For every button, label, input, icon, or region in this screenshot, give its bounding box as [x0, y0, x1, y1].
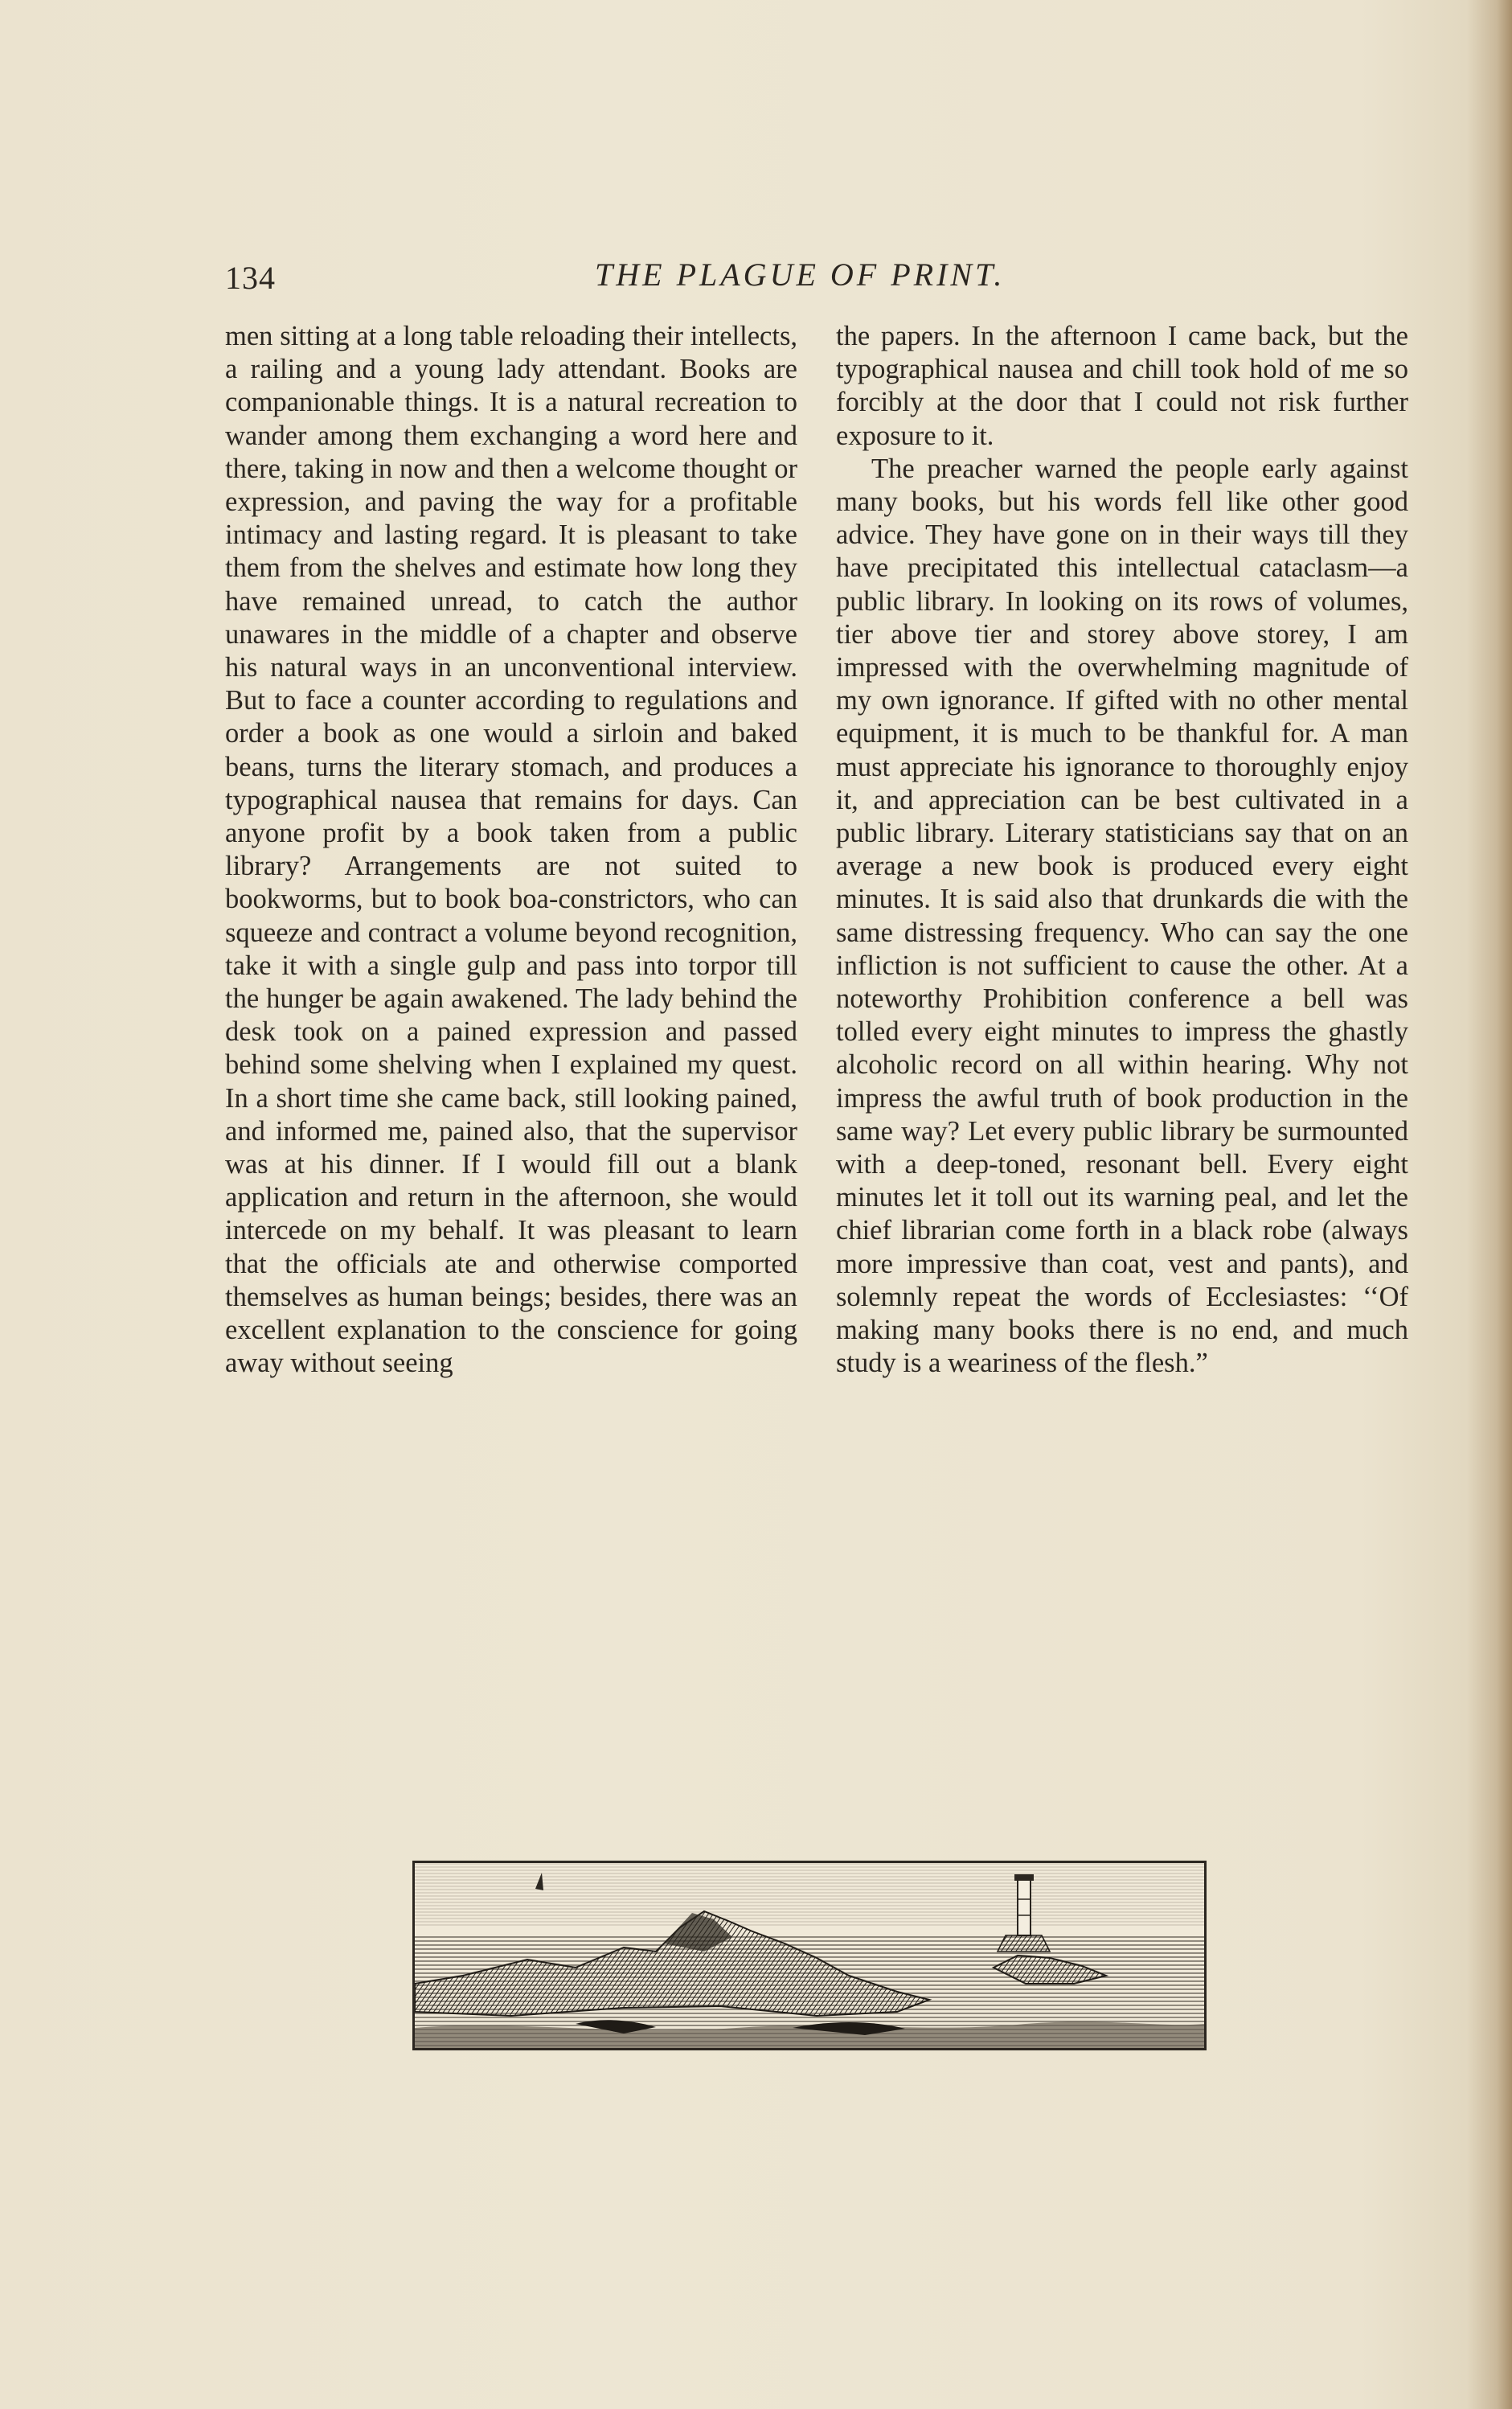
- seascape-engraving: [415, 1863, 1204, 2048]
- right-text-column: [836, 320, 1408, 1381]
- right-paragraph-2: The preacher warned the people early against many books, but his words fell like other good advice. They have gone on in their ways till they have precipitated this intellectual cataclasm—a public library. In looking on its rows of volumes, tier above tier and storey above storey, I am impressed with the overwhelming magnitude of my own ignorance. If gifted with no other mental equipment, it is much to be thankful for. A man must appreciate his ignorance to thoroughly enjoy it, and appreciation can be best cultivated in a public library. Literary statisticians say that on an average a new book is produced every eight minutes. It is said also that drunkards die with the same distressing frequency. Who can say the one infliction is not sufficient to cause the other. At a noteworthy Prohibition conference a bell was tolled every eight minutes to impress the ghastly alcoholic record on all within hearing. Why not impress the awful truth of book production in the same way? Let every public library be surmounted with a deep-toned, resonant bell. Every eight minutes let it toll out its warning peal, and let the chief librarian come forth in a black robe (always more impressive than coat, vest and pants), and solemnly repeat the words of Ecclesiastes: ‘‘Of making many books there is no end, and much study is a weariness of the flesh.”: [836, 453, 1408, 1379]
- right-paragraph-1: the papers. In the afternoon I came back, but the typographical nausea and chill took hold of me so forcibly at the door that I could not risk further exposure to it.: [836, 321, 1408, 451]
- page-number: 134: [225, 260, 276, 296]
- left-text-column: [225, 320, 797, 1381]
- running-title: THE PLAGUE OF PRINT.: [595, 256, 1006, 293]
- seascape-icon: [412, 1861, 1207, 2050]
- left-paragraph-1: men sitting at a long table reloading their intellects, a railing and a young lady attendant. Books are companionable things. It is a natural recreation to wander among them exchanging a word here and there, taking in now and then a welcome thought or expression, and paving the way for a profitable intimacy and lasting regard. It is pleasant to take them from the shelves and estimate how long they have remained unread, to catch the author unawares in the middle of a chapter and observe his natural ways in an unconventional interview. But to face a counter according to regulations and order a book as one would a sirloin and baked beans, turns the literary stomach, and produces a typographical nausea that remains for days. Can anyone profit by a book taken from a public library? Arrangements are not suited to bookworms, but to book boa-constrictors, who can squeeze and contract a volume beyond recognition, take it with a single gulp and pass into torpor till the hunger be again awakened. The lady behind the desk took on a pained expression and passed behind some shelving when I explained my quest. In a short time she came back, still looking pained, and informed me, pained also, that the supervisor was at his dinner. If I would fill out a blank application and return in the afternoon, she would intercede on my behalf. It was pleasant to learn that the officials ate and otherwise comported themselves as human beings; besides, there was an excellent explanation to the conscience for going away without seeing: [225, 321, 797, 1379]
